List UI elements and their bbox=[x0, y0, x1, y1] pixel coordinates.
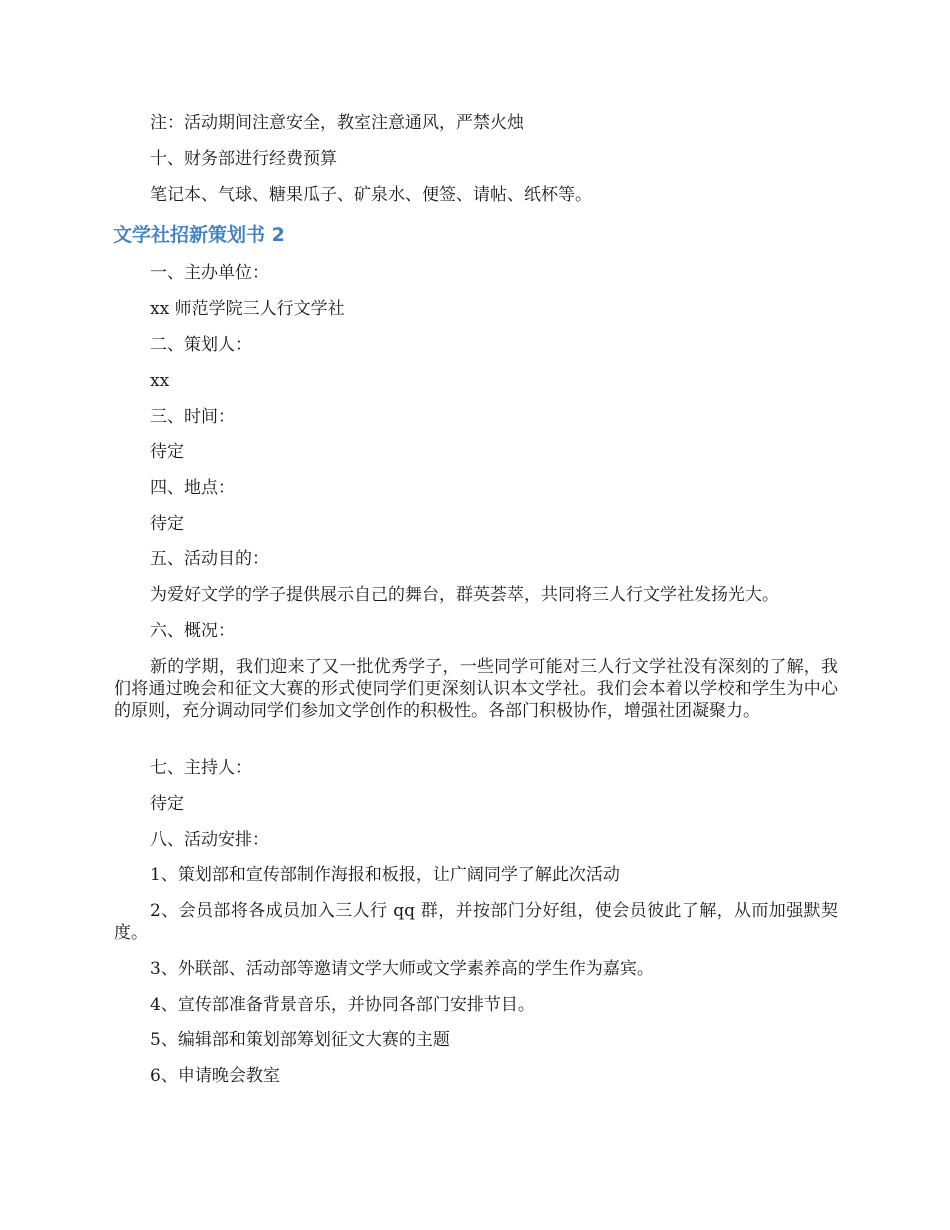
section-2-body: xx bbox=[150, 371, 170, 391]
section-3-title: 三、时间： bbox=[150, 407, 235, 427]
section-10-items: 笔记本、气球、糖果瓜子、矿泉水、便签、请帖、纸杯等。 bbox=[150, 185, 592, 205]
section-5-body: 为爱好文学的学子提供展示自己的舞台，群英荟萃，共同将三人行文学社发扬光大。 bbox=[150, 585, 779, 605]
section-1-body: xx 师范学院三人行文学社 bbox=[150, 299, 345, 319]
section-3-body: 待定 bbox=[150, 442, 184, 462]
schedule-item: 1、策划部和宣传部制作海报和板报，让广阔同学了解此次活动 bbox=[150, 865, 620, 885]
section-7-body: 待定 bbox=[150, 794, 184, 814]
section-4-title: 四、地点： bbox=[150, 478, 235, 498]
section-6-title: 六、概况： bbox=[150, 621, 235, 641]
section-5-title: 五、活动目的： bbox=[150, 549, 269, 569]
schedule-item: 6、申请晚会教室 bbox=[150, 1066, 280, 1086]
schedule-item: 5、编辑部和策划部筹划征文大赛的主题 bbox=[150, 1030, 450, 1050]
schedule-item: 3、外联部、活动部等邀请文学大师或文学素养高的学生作为嘉宾。 bbox=[150, 959, 654, 979]
section-8-title: 八、活动安排： bbox=[150, 830, 269, 850]
safety-note: 注：活动期间注意安全，教室注意通风，严禁火烛 bbox=[150, 113, 524, 133]
section-1-title: 一、主办单位： bbox=[150, 263, 269, 283]
document-title: 文学社招新策划书 2 bbox=[113, 224, 285, 246]
schedule-item: 2、会员部将各成员加入三人行 qq 群，并按部门分好组，使会员彼此了解，从而加强默契度。 bbox=[114, 901, 838, 943]
section-2-title: 二、策划人： bbox=[150, 335, 252, 355]
section-4-body: 待定 bbox=[150, 514, 184, 534]
section-6-body: 新的学期，我们迎来了又一批优秀学子，一些同学可能对三人行文学社没有深刻的了解，我们将通过晚会和征文大赛的形式使同学们更深刻认识本文学社。我们会本着以学校和学生为中心的原则，充分调动同学们参加文学创作的积极性。各部门积极协作，增强社团凝聚力。 bbox=[114, 657, 838, 721]
section-7-title: 七、主持人： bbox=[150, 758, 252, 778]
section-10-title: 十、财务部进行经费预算 bbox=[150, 149, 337, 169]
schedule-item: 4、宣传部准备背景音乐，并协同各部门安排节目。 bbox=[150, 995, 535, 1015]
